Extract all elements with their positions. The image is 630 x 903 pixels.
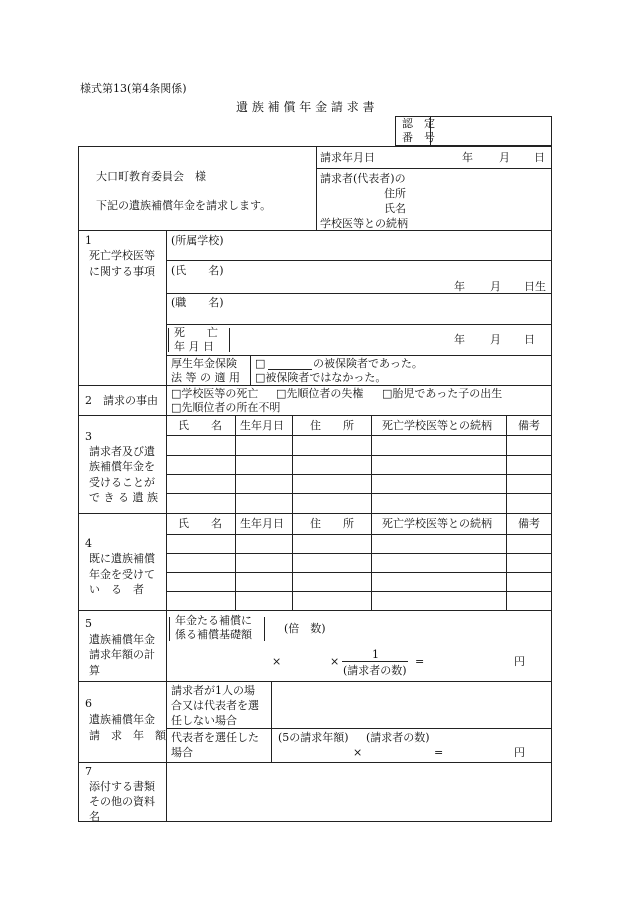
deceased-name-label: (氏 名) [171,264,224,277]
single-claimant-label-2: 合又は代表者を選 [171,699,259,712]
section3-line-4: で き る 遺 族 [89,491,158,504]
s4-col-name: 氏 名 [178,517,222,530]
section6-line-2: 請 求 年 額 [89,729,166,742]
name-label: 氏名 [384,202,406,215]
section6-number: 6 [85,697,92,710]
equals-sign-1: = [415,655,425,668]
addressee: 大口町教育委員会 様 [96,170,206,183]
reason-fetus-checkbox[interactable]: □胎児であった子の出生 [382,387,503,400]
death-label-2: 年 月 日 [174,340,214,353]
s3-col-name: 氏 名 [178,419,222,432]
equals-sign-2: = [434,746,444,759]
claim-year-label: 年 [462,151,473,164]
pension-option-2[interactable]: □被保険者ではなかった。 [255,371,387,384]
formula-label-2: (請求者の数) [366,731,430,744]
s4-col-address: 住 所 [310,517,354,530]
section3-line-3: 受けることが [89,476,155,489]
s4-col-relation: 死亡学校医等との続柄 [382,517,492,530]
section5-number: 5 [85,617,92,630]
attachments-field[interactable] [167,763,551,821]
multiplier-label: (倍 数) [284,622,326,635]
section1-number: 1 [85,234,92,247]
birth-month-label: 月 [490,280,501,293]
request-text: 下記の遺族補償年金を請求します。 [96,199,272,212]
fraction-denominator: (請求者の数) [343,664,407,677]
times-sign-3: × [353,746,363,759]
pension-label-2: 法 等 の 適 用 [171,371,240,384]
single-claimant-amount-field[interactable] [272,682,551,727]
pension-option-1-checkbox[interactable]: □ [255,357,266,370]
times-sign-1: × [272,655,282,668]
single-claimant-label-1: 請求者が1人の場 [171,684,255,697]
section2-label: 2 請求の事由 [85,394,158,407]
reason-missing-checkbox[interactable]: □先順位者の所在不明 [171,401,281,414]
form-id: 様式第13(第4条関係) [80,82,187,95]
base-amount-label-1: 年金たる補償に [175,614,252,627]
reason-death-checkbox[interactable]: □学校医等の死亡 [171,387,259,400]
times-sign-2: × [330,655,340,668]
section4-line-1: 既に遺族補償 [89,552,155,565]
pension-label-1: 厚生年金保険 [171,357,237,370]
s3-col-address: 住 所 [310,419,354,432]
cert-number-field[interactable] [431,117,551,145]
form-title: 遺 族 補 償 年 金 請 求 書 [236,100,375,114]
section7-number: 7 [85,765,92,778]
claim-day-label: 日 [534,151,545,164]
claim-month-label: 月 [499,151,510,164]
section4-number: 4 [85,537,92,550]
cert-label-2: 番 号 [402,131,435,144]
reason-forfeit-checkbox[interactable]: □先順位者の失権 [276,387,364,400]
s3-col-remarks: 備考 [518,419,540,432]
formula-label-1: (5の請求年額) [278,731,349,744]
section1-title-2: に関する事項 [89,265,155,278]
section6-line-1: 遺族補償年金 [89,713,155,726]
birth-suffix-label: 日生 [524,280,546,293]
section4-line-3: い る 者 [89,583,144,596]
birth-year-label: 年 [454,280,465,293]
pension-insurance-blank[interactable] [268,369,312,370]
section7-line-1: 添付する書類 [89,780,155,793]
section5-line-1: 遺族補償年金 [89,633,155,646]
section3-line-2: 族補償年金を [89,460,155,473]
death-month-label: 月 [490,333,501,346]
section3-number: 3 [85,430,92,443]
death-day-label: 日 [524,333,535,346]
claim-date-label: 請求年月日 [320,151,375,164]
section7-line-2: その他の資料 [89,795,155,808]
rep-claimant-label-1: 代表者を選任した [171,731,259,744]
single-claimant-label-3: 任しない場合 [171,714,237,727]
pension-option-1-text: の被保険者であった。 [313,357,423,370]
fraction-bar [342,661,408,662]
yen-label-1: 円 [514,655,525,668]
death-label-1: 死 亡 [174,326,218,339]
s3-col-relation: 死亡学校医等との続柄 [382,419,492,432]
s4-col-birth: 生年月日 [240,517,284,530]
claimant-label: 請求者(代表者)の [320,172,406,185]
relation-label: 学校医等との続柄 [320,217,408,230]
section5-line-2: 請求年額の計 [89,648,155,661]
base-amount-label-2: 係る補償基礎額 [175,628,252,641]
job-label: (職 名) [171,296,224,309]
section5-line-3: 算 [89,664,100,677]
s3-col-birth: 生年月日 [240,419,284,432]
section1-title-1: 死亡学校医等 [89,249,155,262]
fraction-numerator: 1 [372,648,379,661]
yen-label-2: 円 [514,746,525,759]
section4-line-2: 年金を受けて [89,568,155,581]
school-label: (所属学校) [171,234,224,247]
s4-col-remarks: 備考 [518,517,540,530]
section7-line-3: 名 [89,810,100,823]
death-year-label: 年 [454,333,465,346]
section3-line-1: 請求者及び遺 [89,445,155,458]
rep-claimant-label-2: 場合 [171,746,193,759]
address-label: 住所 [384,187,406,200]
cert-label-1: 認 定 [402,117,435,130]
